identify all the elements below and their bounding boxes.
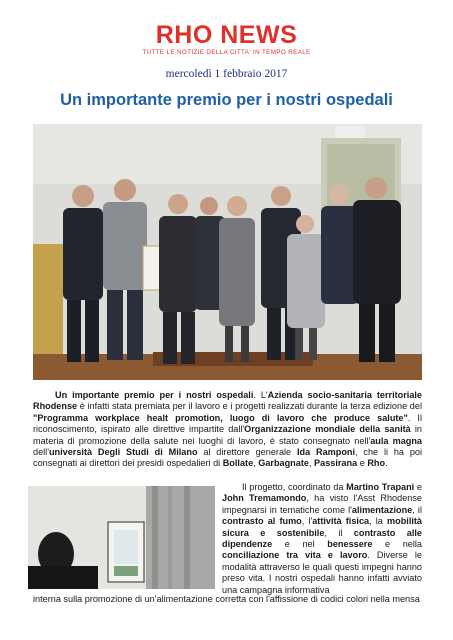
- p1-bold: università Degli Studi di Milano: [48, 447, 198, 458]
- site-tagline: TUTTE LE NOTIZIE DELLA CITTA' IN TEMPO REALE: [142, 49, 311, 56]
- p1-text: . Il riconoscimento, ispirato alle direttive impartite dall': [33, 412, 422, 435]
- article-headline: Un importante premio per i nostri ospedali: [60, 91, 393, 109]
- p1-text: ,: [253, 458, 259, 469]
- p1-text: e: [357, 458, 368, 469]
- p2-text: , l': [301, 516, 313, 527]
- p2-bold: mobilità sicura e sostenibile: [222, 516, 423, 538]
- p1-lead: Un importante premio per i nostri ospedali: [55, 390, 254, 400]
- p2-text: e nel: [272, 539, 328, 550]
- p2-text: , il: [324, 527, 354, 538]
- p1-text: . L': [253, 390, 268, 400]
- p1-bold: Organizzazione mondiale della sanità: [244, 424, 411, 435]
- p2-bold: contrasto al fumo: [222, 516, 302, 527]
- p2-text: Il progetto, coordinato da: [242, 482, 347, 492]
- p1-bold: "Programma workplace healt promotion, luogo di lavoro che produce salute": [33, 412, 408, 423]
- p1-text: in materia di promozione della salute nei luoghi di lavoro, è stato consegnato nell': [33, 424, 422, 446]
- masthead: [0, 22, 453, 56]
- p2-bold: benessere: [327, 539, 373, 550]
- hospital-corridor-photo: [28, 486, 215, 589]
- p2-bold: contrasto alle dipendenze: [222, 527, 422, 550]
- site-logo[interactable]: RHO NEWS: [155, 21, 298, 49]
- p1-bold: Garbagnate: [258, 458, 309, 469]
- p1-text: al direttore generale: [197, 447, 297, 458]
- p2-bold: conciliazione tra vita e lavoro: [222, 550, 368, 561]
- p1-bold: aula magna: [370, 435, 422, 446]
- p1-bold: Azienda socio-sanitaria territoriale Rhodense: [33, 390, 423, 412]
- p2-bold: John Tremamondo: [222, 493, 307, 504]
- p2-text: , ha visto l'Asst Rhodense impegnarsi in tematiche come l': [222, 493, 422, 515]
- p1-bold: Ida Ramponi: [296, 447, 356, 458]
- p1-text: è infatti stata premiata per il lavoro e i progetti realizzati durante la terza edizione del: [77, 401, 422, 412]
- p1-bold: Rho: [367, 458, 386, 469]
- p2-bold: attività fisica: [312, 516, 370, 527]
- article-date: mercoledì 1 febbraio 2017: [165, 68, 288, 80]
- p2-text: e: [414, 482, 422, 492]
- p2-text: , la: [369, 516, 388, 527]
- p1-text: .: [385, 458, 388, 469]
- p1-bold: Passirana: [314, 458, 358, 469]
- p2-bold: Martino Trapani: [346, 482, 415, 492]
- p1-text: dell': [33, 447, 49, 458]
- article-paragraph-1: [33, 390, 422, 470]
- award-group-photo: [33, 124, 422, 380]
- hospital-corridor-photo-image: [28, 486, 215, 589]
- p2-text: . Diverse le modalità attraverso le quali questi impegni hanno preso vita. I nostri ospedali hanno infatti avviato una campagna informativa: [222, 550, 423, 595]
- p2-text: , il: [412, 504, 422, 515]
- p1-bold: Bollate: [222, 458, 254, 469]
- article-paragraph-3: interna sulla promozione di un'alimentazione corretta con l'affissione di codici colori nella mensa: [33, 594, 420, 604]
- award-group-photo-image: [33, 124, 422, 380]
- article-paragraph-2: [222, 482, 422, 596]
- p1-text: , che li ha poi consegnati ai direttori dei presidi ospedalieri di: [33, 447, 422, 469]
- p2-bold: alimentazione: [351, 504, 413, 515]
- p2-text: e nella: [372, 539, 422, 550]
- p1-text: ,: [308, 458, 315, 469]
